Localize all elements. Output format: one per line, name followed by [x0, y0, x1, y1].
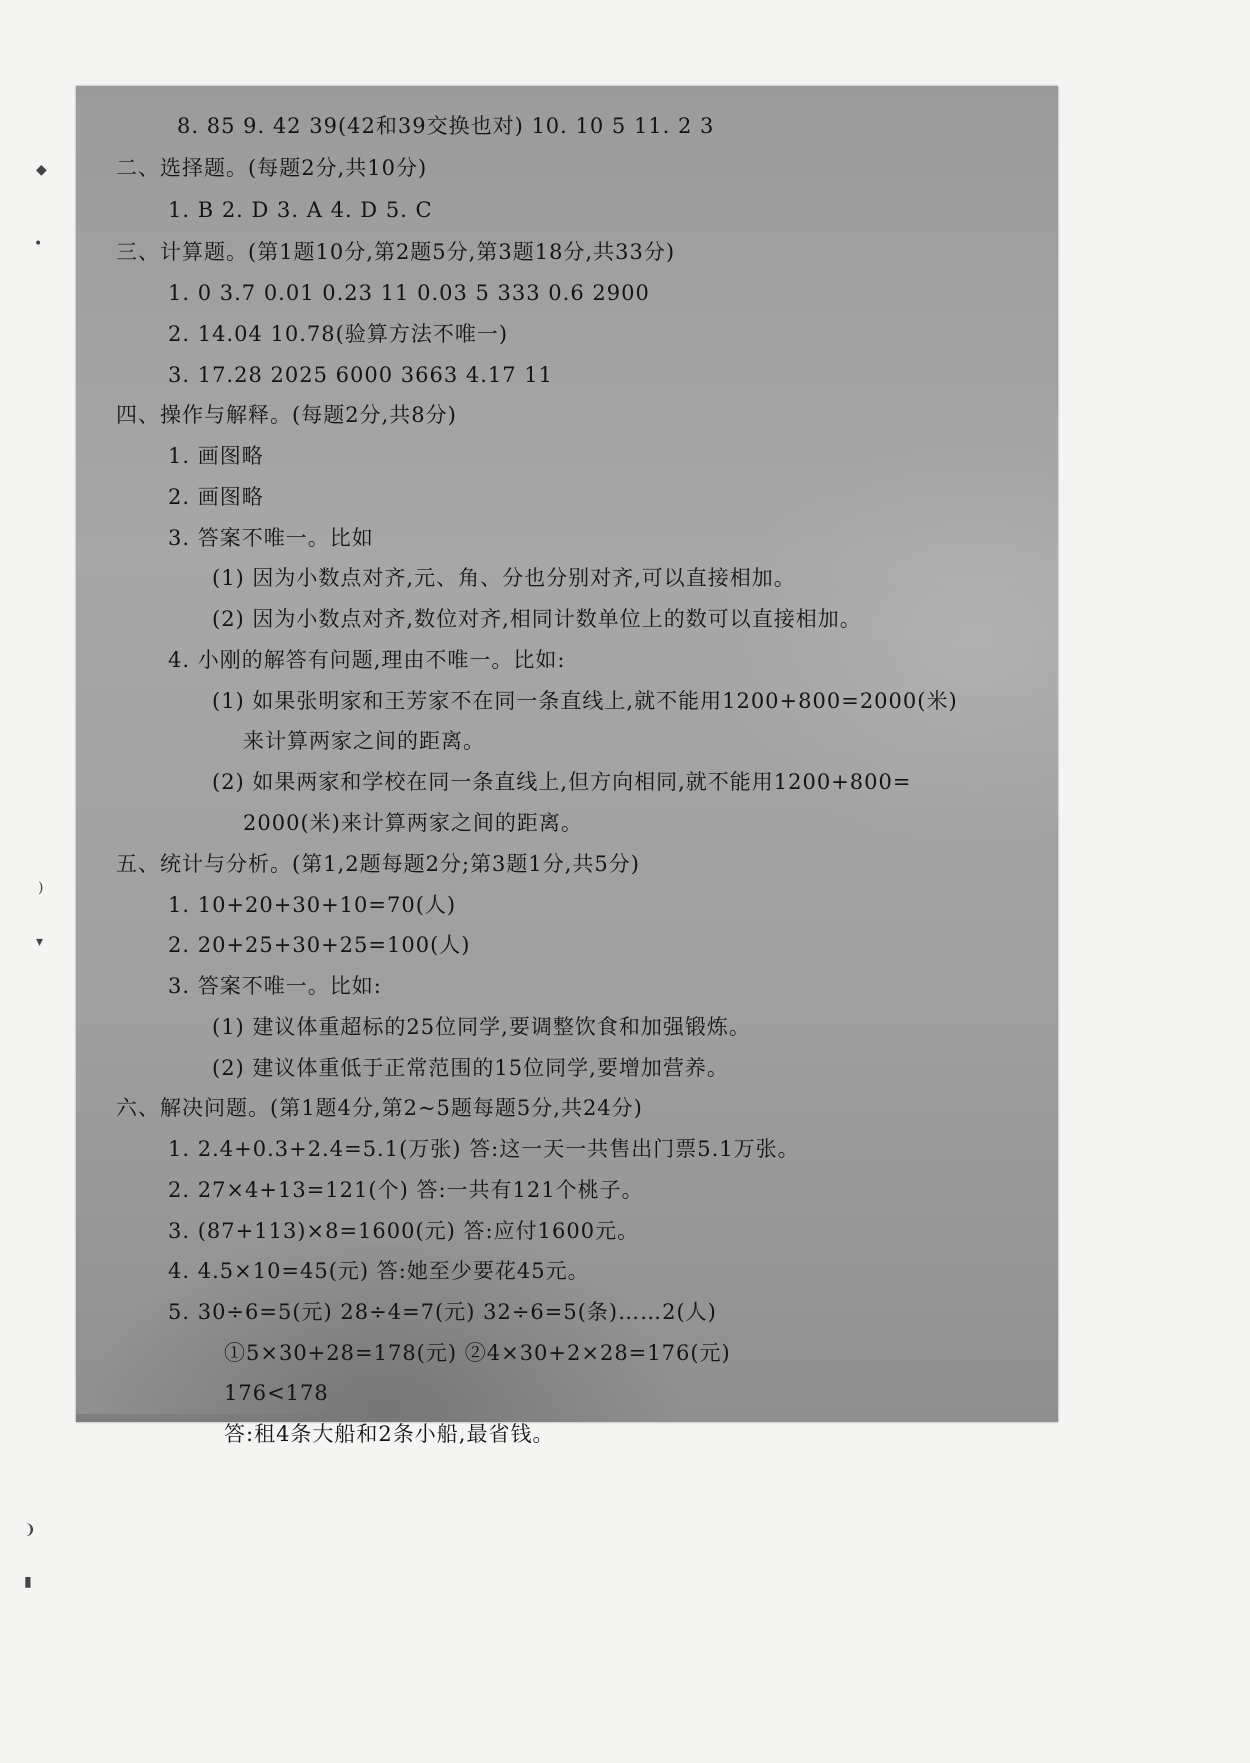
answer-line-14: 4. 小刚的解答有问题,理由不唯一。比如: [168, 648, 566, 672]
answer-line-30: 5. 30÷6=5(元) 28÷4=7(元) 32÷6=5(条)……2(人) [168, 1300, 717, 1324]
answer-line-3: 1. B 2. D 3. A 4. D 5. C [168, 198, 433, 222]
answer-line-31: ①5×30+28=178(元) ②4×30+2×28=176(元) [224, 1341, 731, 1365]
answer-line-24: (2) 建议体重低于正常范围的15位同学,要增加营养。 [212, 1056, 729, 1080]
answer-line-22: 3. 答案不唯一。比如: [168, 974, 382, 998]
binder-hole-mark: ❩ [24, 1522, 36, 1538]
section-heading-6: 六、解决问题。(第1题4分,第2~5题每题5分,共24分) [116, 1096, 643, 1120]
answer-line-26: 1. 2.4+0.3+2.4=5.1(万张) 答:这一天一共售出门票5.1万张。 [168, 1137, 800, 1161]
section-heading-5: 五、统计与分析。(第1,2题每题2分;第3题1分,共5分) [116, 852, 640, 876]
answer-line-27: 2. 27×4+13=121(个) 答:一共有121个桃子。 [168, 1178, 644, 1202]
answer-line-18: 2000(米)来计算两家之间的距离。 [243, 811, 583, 835]
section-heading-3: 三、计算题。(第1题10分,第2题5分,第3题18分,共33分) [116, 240, 676, 264]
answer-line-7: 3. 17.28 2025 6000 3663 4.17 11 [168, 363, 554, 387]
margin-dot-mark: • [34, 236, 43, 252]
scanned-answer-sheet [76, 86, 1058, 1446]
answer-line-12: (1) 因为小数点对齐,元、角、分也分别对齐,可以直接相加。 [212, 566, 796, 590]
margin-dot-mark: ◆ [36, 162, 47, 178]
section-heading-4: 四、操作与解释。(每题2分,共8分) [116, 403, 457, 427]
answer-line-28: 3. (87+113)×8=1600(元) 答:应付1600元。 [168, 1219, 640, 1243]
answer-line-6: 2. 14.04 10.78(验算方法不唯一) [168, 322, 509, 346]
answer-line-23: (1) 建议体重超标的25位同学,要调整饮食和加强锻炼。 [212, 1015, 751, 1039]
answer-line-13: (2) 因为小数点对齐,数位对齐,相同计数单位上的数可以直接相加。 [212, 607, 862, 631]
answer-line-10: 2. 画图略 [168, 485, 264, 509]
answer-line-1: 8. 85 9. 42 39(42和39交换也对) 10. 10 5 11. 2 3 [177, 114, 715, 138]
answer-line-21: 2. 20+25+30+25=100(人) [168, 933, 471, 957]
answer-line-11: 3. 答案不唯一。比如 [168, 526, 374, 550]
answer-line-9: 1. 画图略 [168, 444, 264, 468]
answer-line-20: 1. 10+20+30+10=70(人) [168, 893, 457, 917]
section-heading-2: 二、选择题。(每题2分,共10分) [116, 156, 428, 180]
answer-line-16: 来计算两家之间的距离。 [243, 729, 485, 753]
answer-line-33: 答:租4条大船和2条小船,最省钱。 [224, 1422, 555, 1446]
scan-shadow [76, 1414, 376, 1422]
answer-line-17: (2) 如果两家和学校在同一条直线上,但方向相同,就不能用1200+800= [212, 770, 912, 794]
answer-line-15: (1) 如果张明家和王芳家不在同一条直线上,就不能用1200+800=2000(米) [212, 689, 958, 713]
margin-curl-mark: ) [38, 880, 44, 896]
binder-hole-mark: ▮ [24, 1574, 32, 1590]
answer-line-29: 4. 4.5×10=45(元) 答:她至少要花45元。 [168, 1259, 590, 1283]
answer-line-5: 1. 0 3.7 0.01 0.23 11 0.03 5 333 0.6 2900 [168, 281, 650, 305]
answer-line-32: 176<178 [224, 1381, 329, 1405]
margin-dot-mark: ▾ [36, 934, 44, 950]
